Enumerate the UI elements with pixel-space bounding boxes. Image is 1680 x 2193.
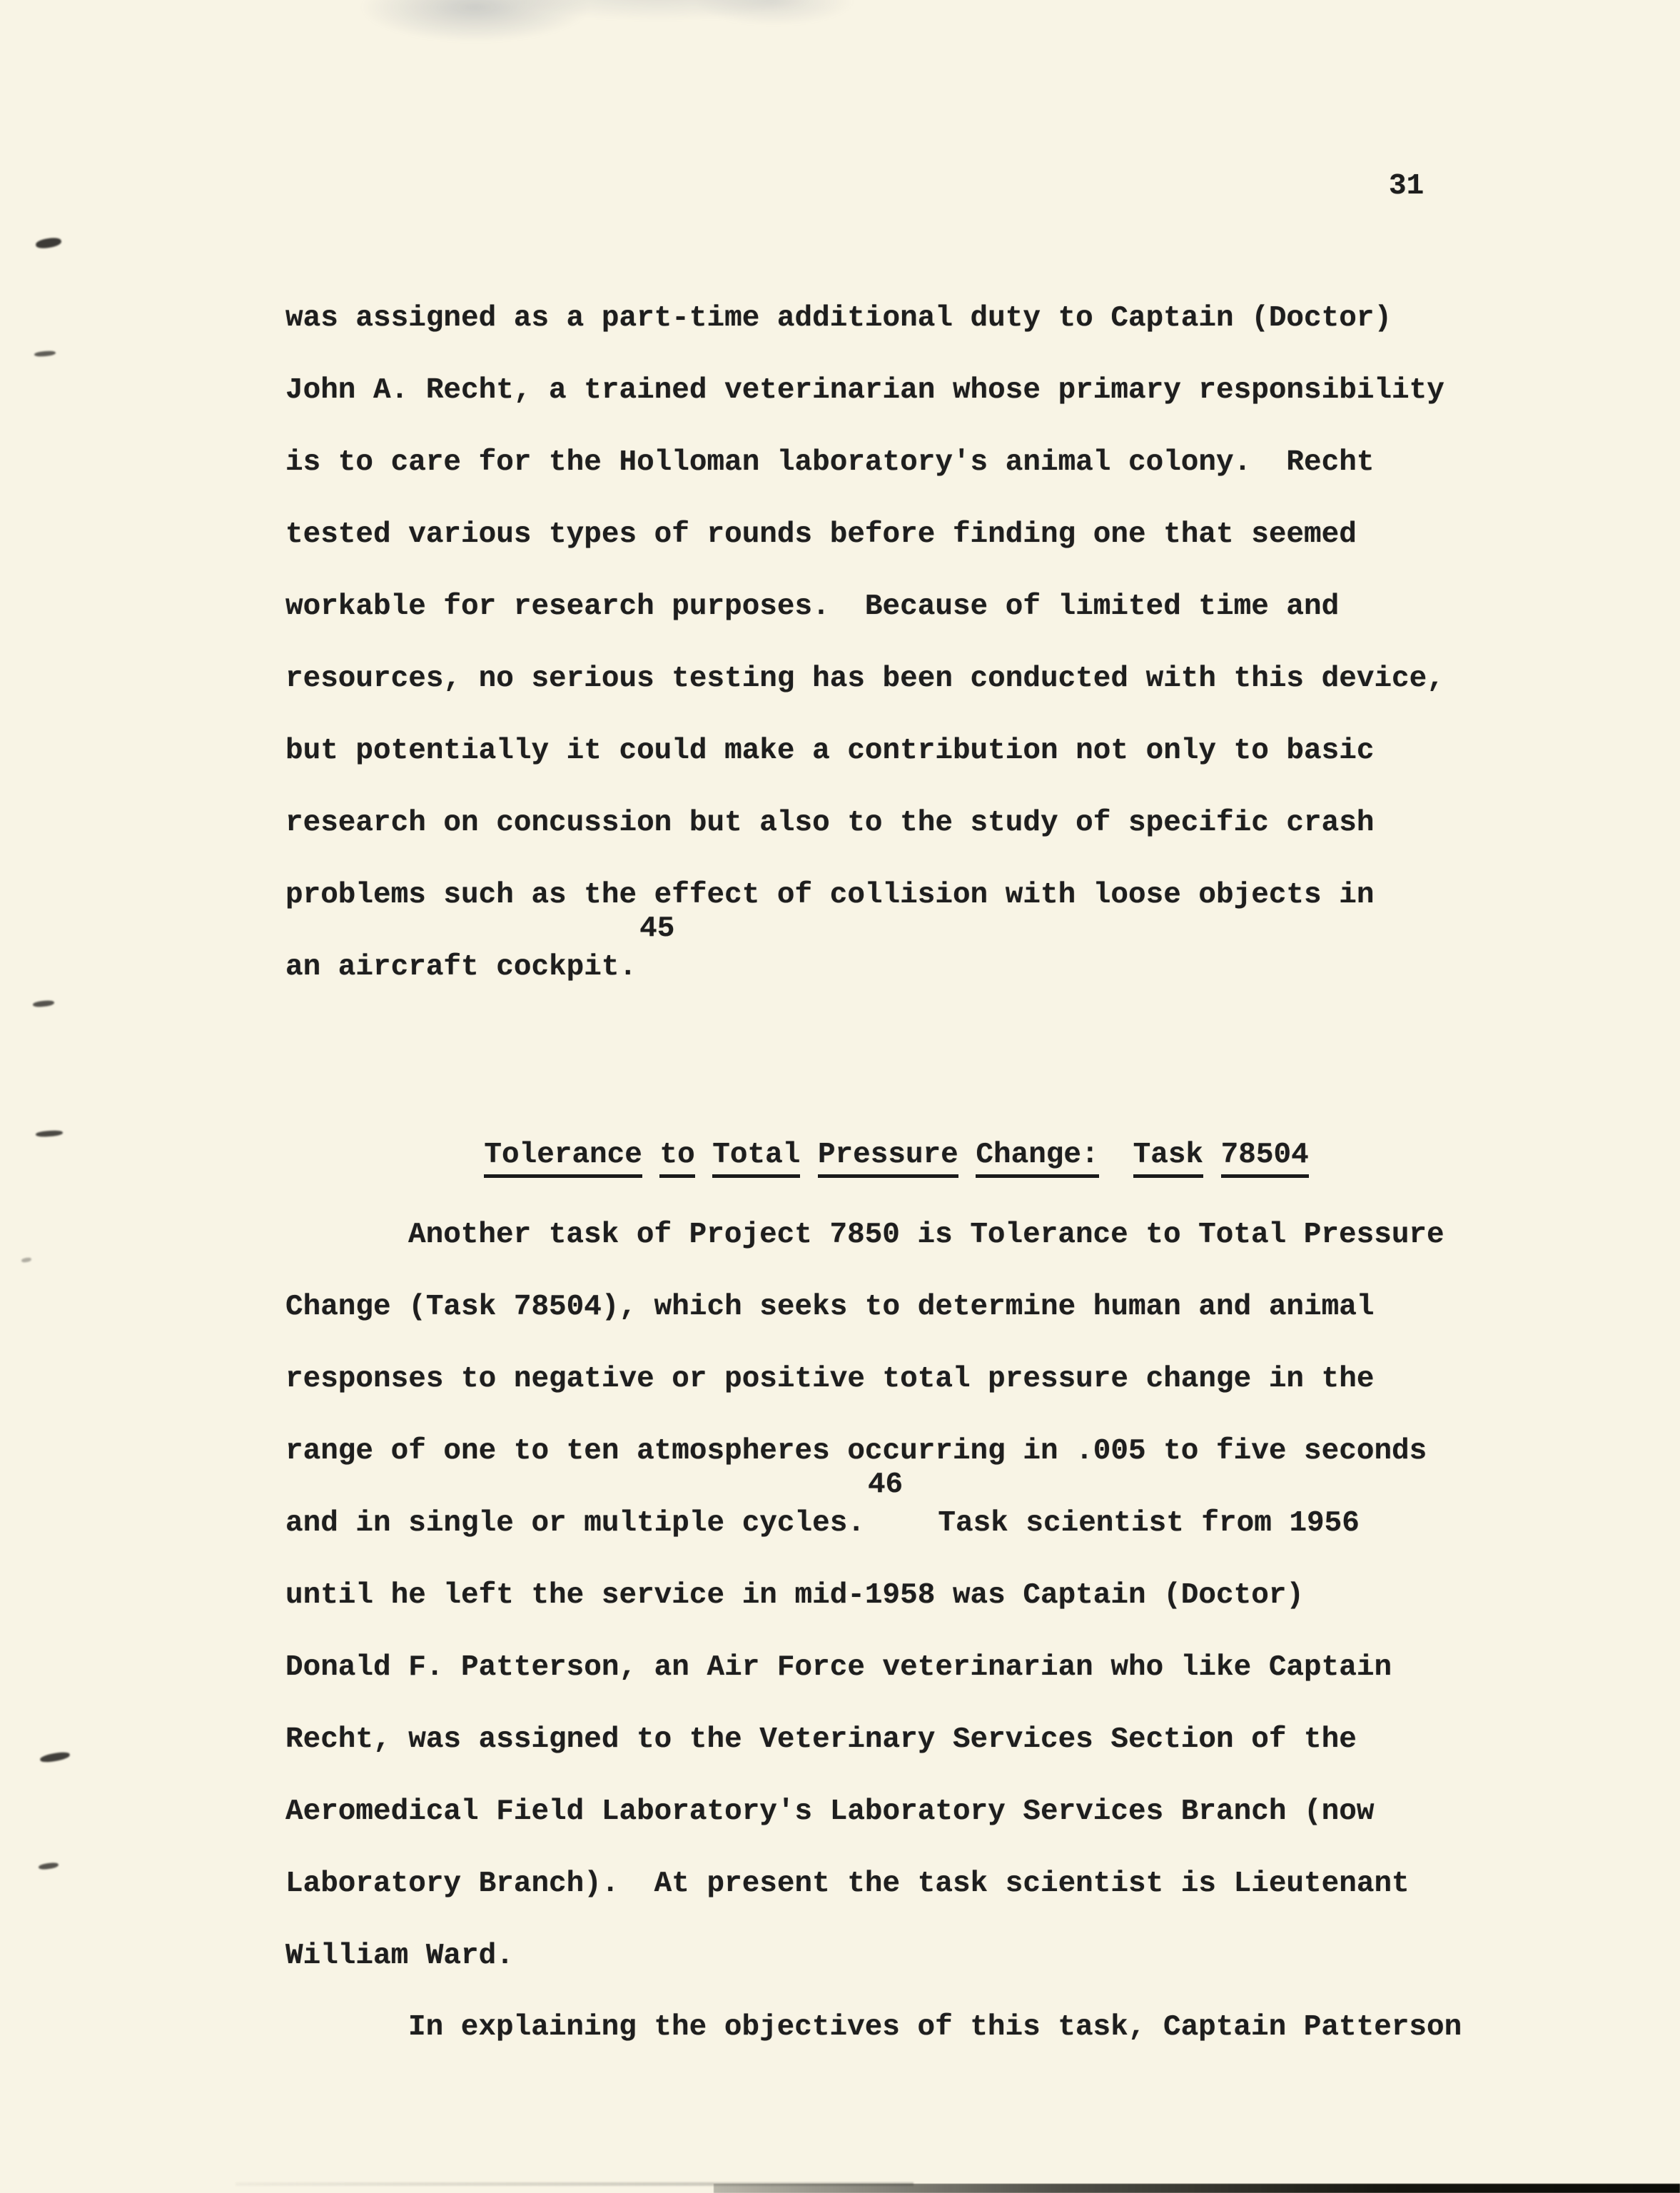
text-line: Aeromedical Field Laboratory's Laboratory Services Branch (now: [285, 1795, 1375, 1828]
text-line: and in single or multiple cycles.46 Task scientist from 1956: [285, 1468, 1360, 1540]
text-line: Change (Task 78504), which seeks to determine human and animal: [285, 1291, 1375, 1324]
heading-word: Task: [1133, 1139, 1203, 1178]
pencil-mark: [36, 1130, 63, 1138]
heading-word: Pressure: [818, 1139, 958, 1178]
text-line: responses to negative or positive total pressure change in the: [285, 1363, 1375, 1396]
pencil-mark: [35, 236, 62, 249]
section-heading: [414, 1106, 1309, 1211]
heading-word: 78504: [1221, 1139, 1309, 1178]
text-line: an aircraft cockpit.45: [285, 912, 675, 984]
heading-group-1: [484, 1139, 1098, 1178]
heading-group-2: [1133, 1139, 1309, 1178]
heading-word: Tolerance: [484, 1139, 642, 1178]
text-line: but potentially it could make a contribution not only to basic: [285, 735, 1375, 767]
paragraph-1: [285, 283, 1444, 1004]
scan-smudge: [285, 0, 963, 93]
text-segment: Task scientist from 1956: [903, 1507, 1360, 1540]
paragraph-2: [285, 1199, 1444, 1992]
text-line: John A. Recht, a trained veterinarian whose primary responsibility: [285, 374, 1444, 407]
text-line: tested various types of rounds before finding one that seemed: [285, 518, 1357, 551]
text-line: problems such as the effect of collision with loose objects in: [285, 879, 1375, 912]
text-line: is to care for the Holloman laboratory's animal colony. Recht: [285, 446, 1375, 479]
heading-word: Total: [712, 1139, 800, 1178]
heading-word: Change:: [976, 1139, 1098, 1178]
text-line: until he left the service in mid-1958 was Captain (Doctor): [285, 1579, 1305, 1612]
text-line: William Ward.: [285, 1940, 514, 1972]
text-segment: an aircraft cockpit.: [285, 951, 637, 984]
page-number: 31: [1389, 170, 1425, 203]
paragraph-3: [285, 1992, 1462, 2064]
text-line: workable for research purposes. Because of limited time and: [285, 590, 1340, 623]
text-segment: and in single or multiple cycles.: [285, 1507, 865, 1540]
text-line: research on concussion but also to the study of specific crash: [285, 807, 1375, 840]
heading-word: to: [659, 1139, 694, 1178]
text-line: Recht, was assigned to the Veterinary Services Section of the: [285, 1723, 1357, 1756]
text-line: Laboratory Branch). At present the task scientist is Lieutenant: [285, 1867, 1410, 1900]
text-line: resources, no serious testing has been conducted with this device,: [285, 662, 1444, 695]
pencil-mark: [33, 999, 55, 1007]
text-line: was assigned as a part-time additional duty to Captain (Doctor): [285, 302, 1392, 335]
pencil-mark: [39, 1862, 59, 1870]
scan-edge: [714, 2184, 1680, 2193]
pencil-mark: [21, 1257, 32, 1263]
text-line: Donald F. Patterson, an Air Force veterinarian who like Captain: [285, 1651, 1392, 1684]
pencil-mark: [34, 351, 56, 358]
text-line: range of one to ten atmospheres occurring in .005 to five seconds: [285, 1435, 1427, 1468]
pencil-mark: [39, 1750, 70, 1763]
text-line: In explaining the objectives of this task, Captain Patterson: [408, 2011, 1462, 2044]
text-line: Another task of Project 7850 is Tolerance to Total Pressure: [408, 1219, 1444, 1251]
